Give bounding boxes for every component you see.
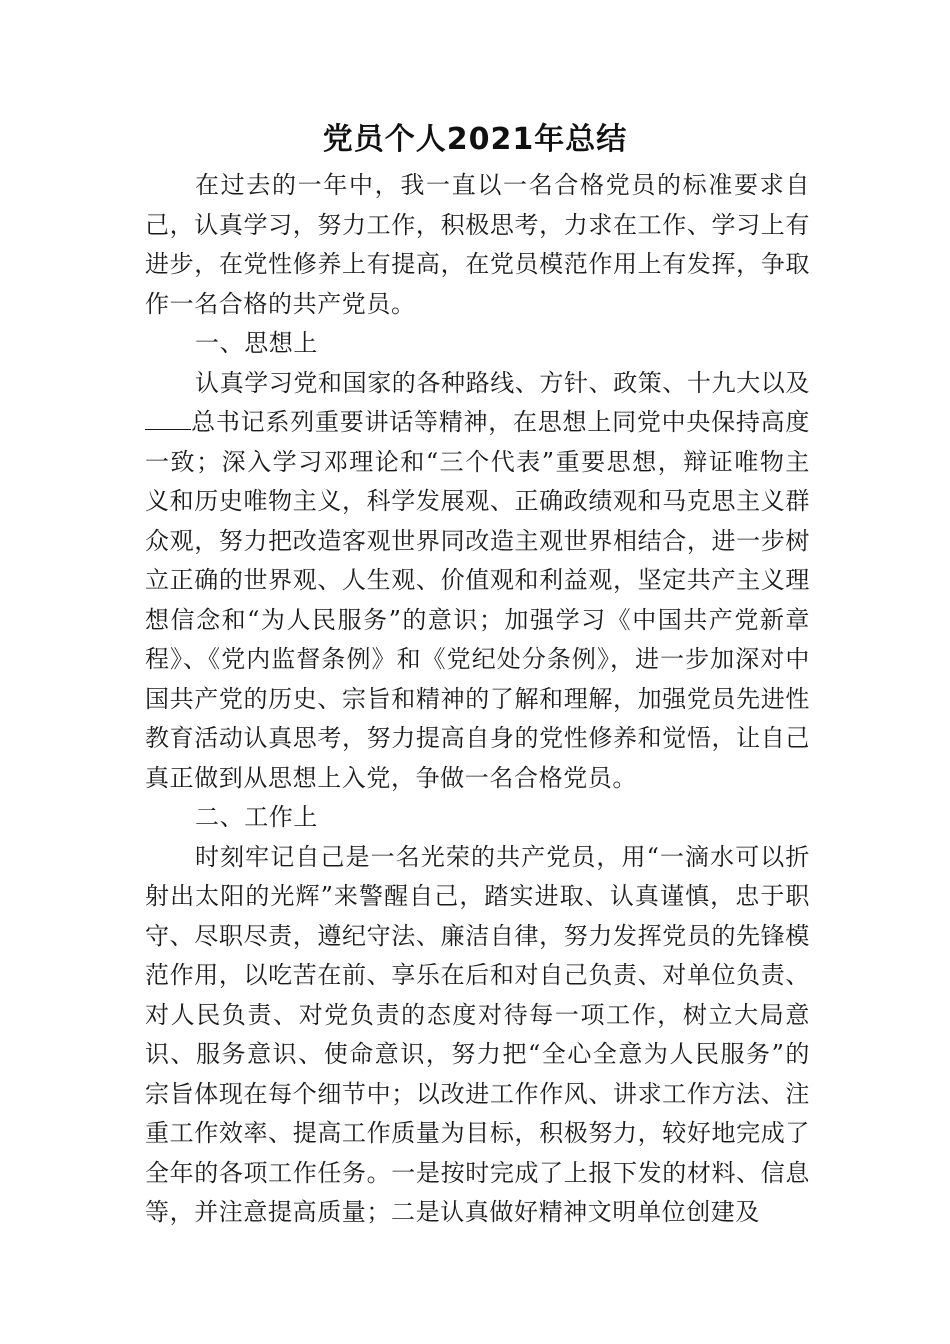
blank-underline xyxy=(145,405,191,430)
ideology-paragraph xyxy=(145,364,810,799)
intro-paragraph: 在过去的一年中，我一直以一名合格党员的标准要求自己，认真学习，努力工作，积极思考，力求在工作、学习上有进步，在党性修养上有提高，在党员模范作用上有发挥，争取作一名合格的共产党员。 xyxy=(145,171,810,318)
ideology-text-start: 认真学习党和国家的各种路线、方针、政策、十九大以及 xyxy=(195,368,810,397)
section-heading-ideology: 一、思想上 xyxy=(195,329,318,357)
document-body xyxy=(145,166,810,1233)
work-paragraph: 时刻牢记自己是一名光荣的共产党员，用“一滴水可以折射出太阳的光辉”来警醒自己，踏实进取、认真谨慎，忠于职守、尽职尽责，遵纪守法、廉洁自律，努力发挥党员的先锋模范作用，以吃苦在前、享乐在后和对自己负责、对单位负责、对人民负责、对党负责的态度对待每一项工作，树立大局意识、服务意识、使命意识，努力把“全心全意为人民服务”的宗旨体现在每个细节中；以改进工作作风、讲求工作方法、注重工作效率、提高工作质量为目标，积极努力，较好地完成了全年的各项工作任务。一是按时完成了上报下发的材料、信息等，并注意提高质量；二是认真做好精神文明单位创建及 xyxy=(145,842,810,1226)
ideology-text-rest: 总书记系列重要讲话等精神，在思想上同党中央保持高度一致；深入学习邓理论和“三个代表”重要思想，辩证唯物主义和历史唯物主义，科学发展观、正确政绩观和马克思主义群众观，努力把改造客观世界同改造主观世界相结合，进一步树立正确的世界观、人生观、价值观和利益观，坚定共产主义理想信念和“为人民服务”的意识；加强学习《中国共产党新章程》、《党内监督条例》和《党纪处分条例》，进一步加深对中国共产党的历史、宗旨和精神的了解和理解，加强党员先进性教育活动认真思考，努力提高自身的党性修养和觉悟，让自己真正做到从思想上入党，争做一名合格党员。 xyxy=(145,408,810,792)
section-heading-work: 二、工作上 xyxy=(195,803,318,831)
document-title: 党员个人2021年总结 xyxy=(322,122,628,157)
